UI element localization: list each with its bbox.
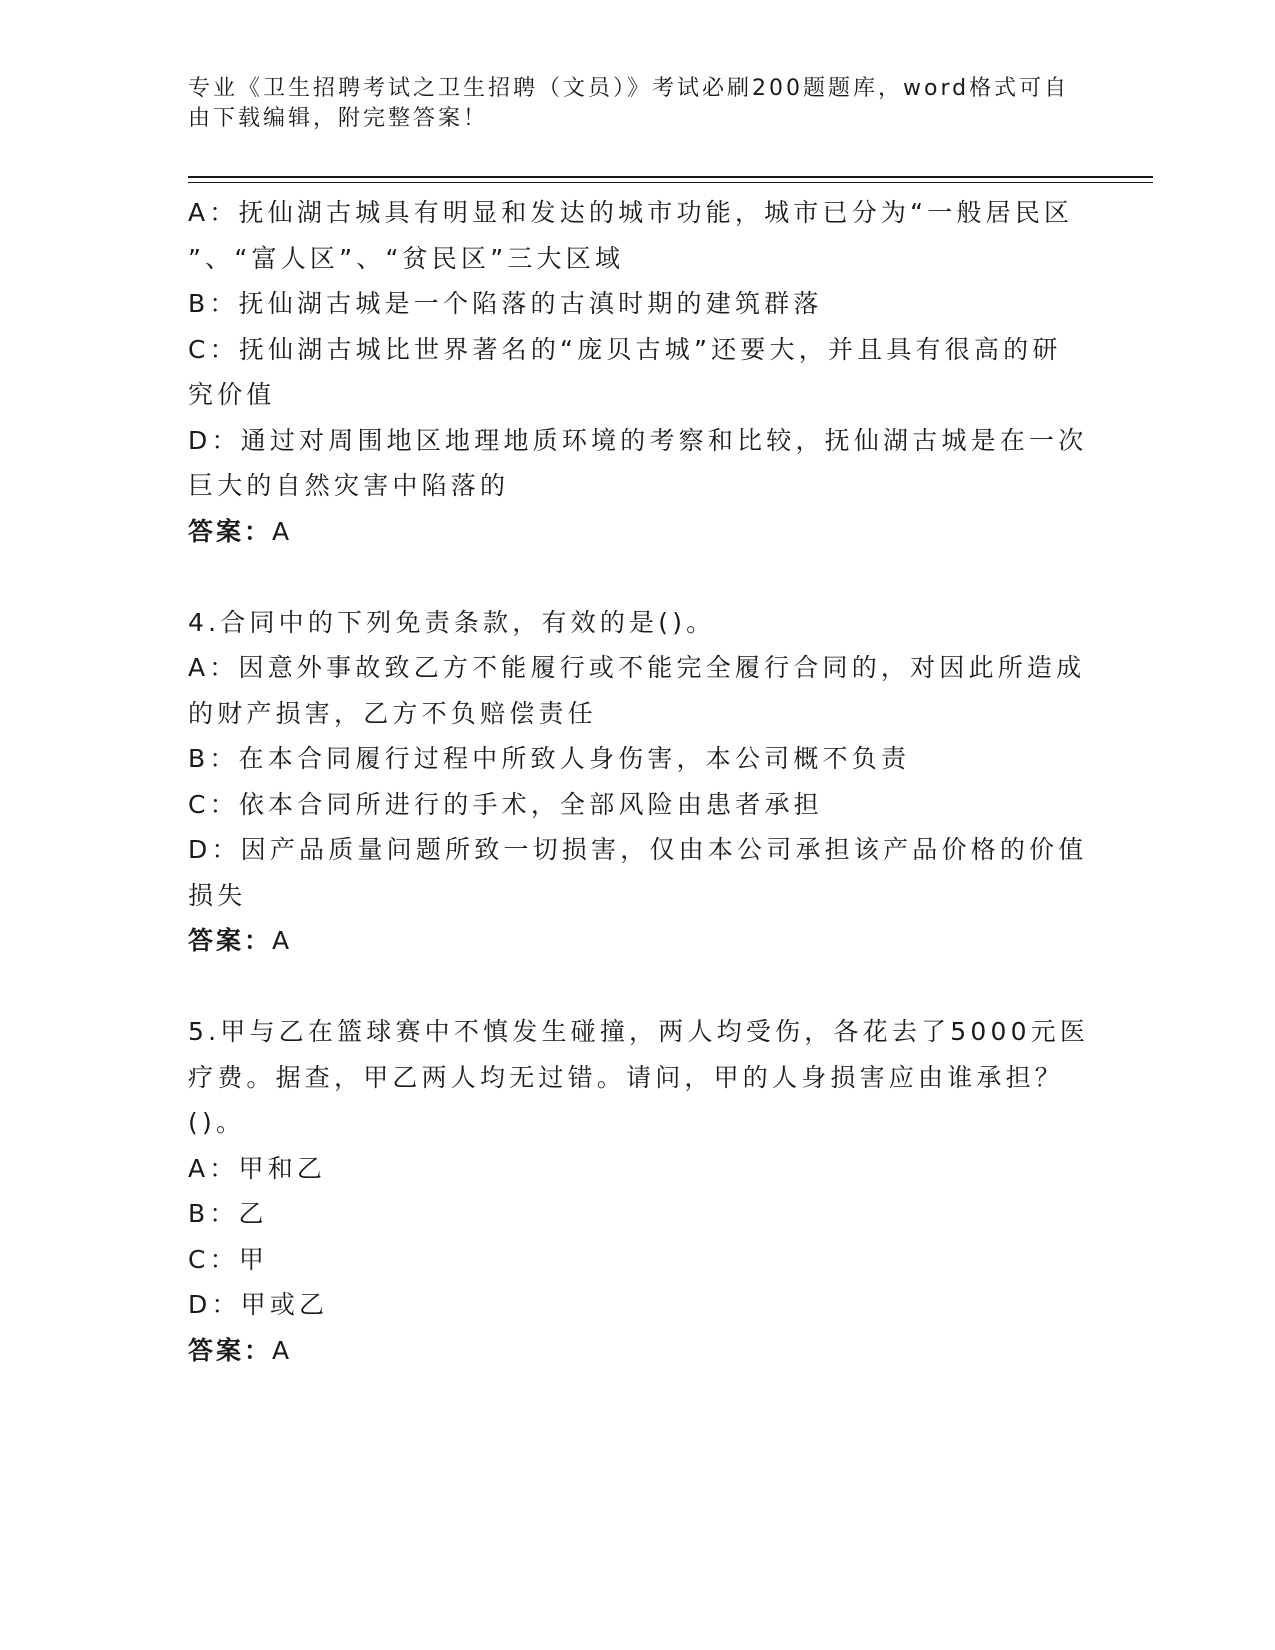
header-line-1: 专业《卫生招聘考试之卫生招聘（文员）》考试必刷200题题库，word格式可自: [188, 76, 1070, 101]
spacer: [188, 964, 1078, 1010]
q4-option-d-line-2: 损失: [188, 880, 247, 910]
q4-answer-label: 答案：: [188, 926, 273, 955]
q5-option-b: B：乙: [188, 1199, 268, 1228]
q3-answer: [188, 509, 1078, 555]
q4-answer-value: A: [272, 926, 293, 955]
document-header: [188, 74, 1068, 134]
q5-option-d: D：甲或乙: [188, 1290, 329, 1319]
q5-stem-line-2: 疗费。据查，甲乙两人均无过错。请问，甲的人身损害应由谁承担？: [188, 1062, 1065, 1092]
q5-answer: [188, 1328, 1078, 1374]
header-line-2: 由下载编辑，附完整答案！: [188, 106, 489, 131]
q3-option-a-line-1: A：抚仙湖古城具有明显和发达的城市功能，城市已分为“一般居民区: [188, 198, 1074, 227]
q3-option-b: B：抚仙湖古城是一个陷落的古滇时期的建筑群落: [188, 289, 823, 318]
q4-answer: [188, 918, 1078, 964]
q4-stem: 4.合同中的下列免责条款，有效的是()。: [188, 607, 716, 637]
q4-option-b: B：在本合同履行过程中所致人身伤害，本公司概不负责: [188, 744, 911, 773]
q3-option-d-line-2: 巨大的自然灾害中陷落的: [188, 471, 510, 500]
spacer: [188, 554, 1078, 600]
q5-stem-line-3: ()。: [188, 1108, 246, 1137]
question-4-block: [188, 600, 1088, 964]
q5-option-c: C：甲: [188, 1244, 269, 1274]
q5-option-a: A：甲和乙: [188, 1153, 327, 1183]
q3-option-d-line-1: D：通过对周围地区地理地质环境的考察和比较，抚仙湖古城是在一次: [188, 425, 1088, 455]
q5-answer-value: A: [272, 1335, 293, 1365]
question-content: [188, 190, 1090, 1373]
q4-option-d-line-1: D：因产品质量问题所致一切损害，仅由本公司承担该产品价格的价值: [188, 835, 1088, 864]
question-3-block: [188, 190, 1088, 554]
question-5-block: [188, 1009, 1090, 1373]
q3-option-c-line-1: C：抚仙湖古城比世界著名的“庞贝古城”还要大，并且具有很高的研: [188, 334, 1062, 364]
q3-answer-value: A: [272, 516, 293, 546]
q3-option-c-line-2: 究价值: [188, 380, 276, 409]
header-divider-thin: [188, 182, 1153, 183]
q3-answer-label: 答案：: [188, 516, 273, 546]
q3-option-a-line-2: ”、“富人区”、“贫民区”三大区域: [188, 243, 625, 273]
q4-option-c: C：依本合同所进行的手术，全部风险由患者承担: [188, 789, 823, 819]
q4-option-a-line-2: 的财产损害，乙方不负赔偿责任: [188, 698, 597, 728]
q5-stem-line-1: 5.甲与乙在篮球赛中不慎发生碰撞，两人均受伤，各花去了5000元医: [188, 1017, 1090, 1046]
header-divider-thick: [188, 176, 1153, 178]
q4-option-a-line-1: A：因意外事故致乙方不能履行或不能完全履行合同的，对因此所造成: [188, 653, 1086, 682]
q5-answer-label: 答案：: [188, 1335, 273, 1365]
